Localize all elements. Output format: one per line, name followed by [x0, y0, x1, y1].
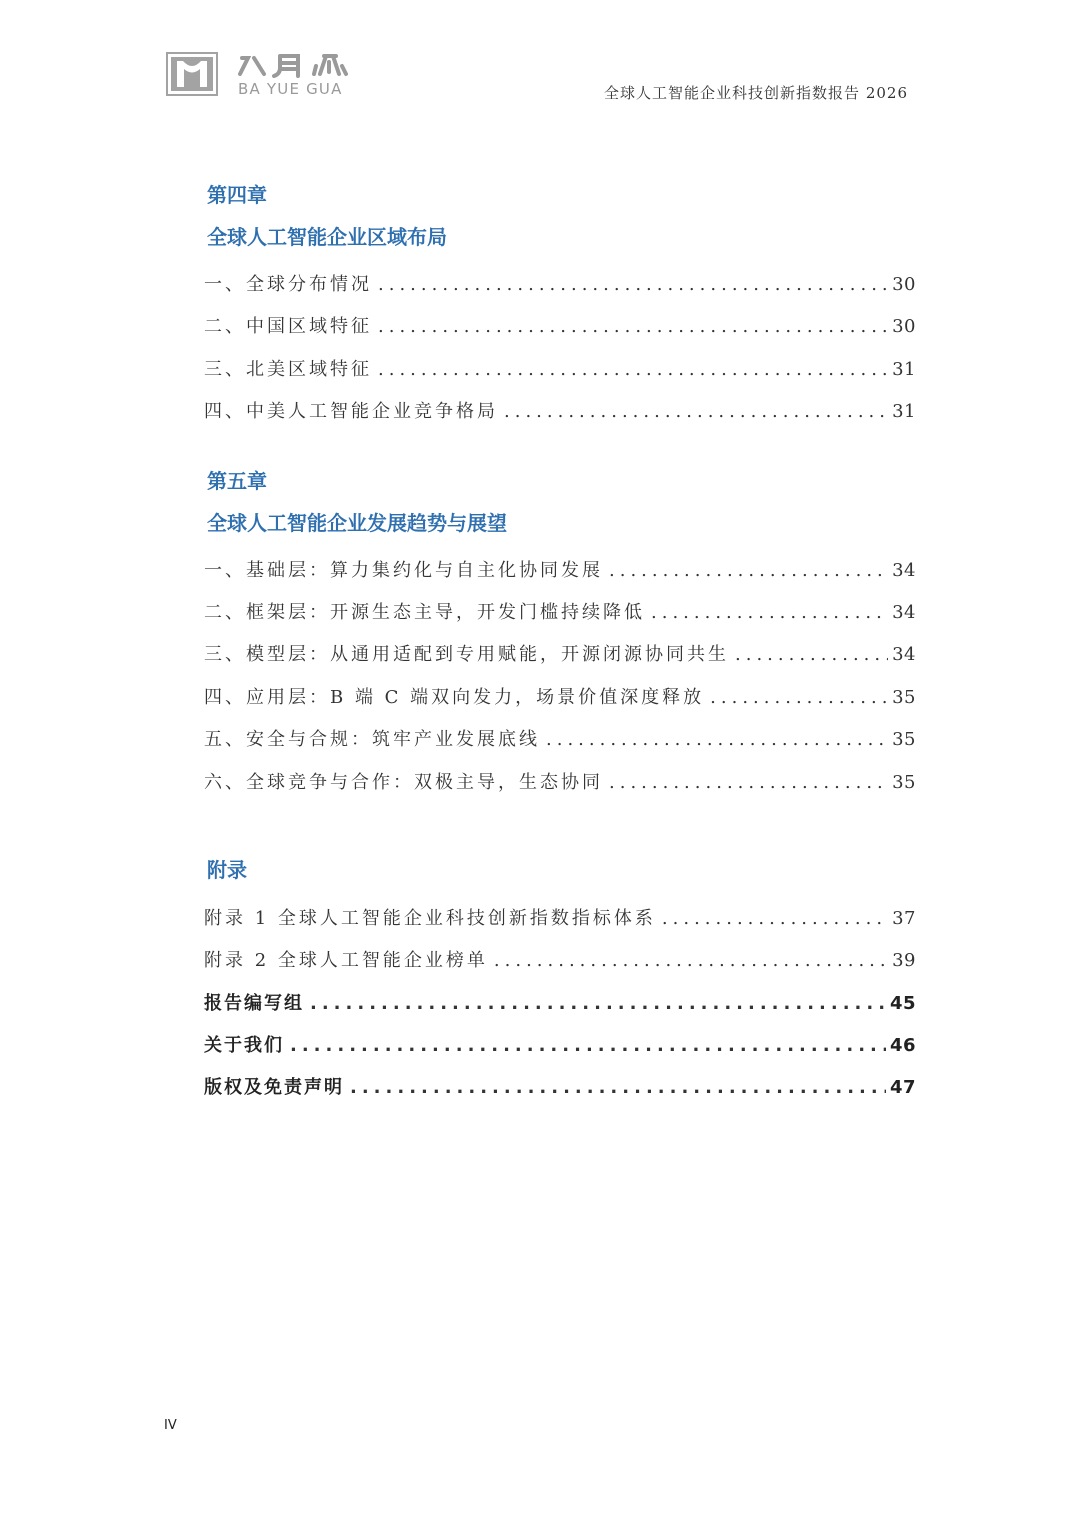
toc-entry-label: 六、全球竞争与合作：双极主导，生态协同 — [204, 771, 603, 793]
logo-english-wordmark: BA YUE GUA — [238, 80, 343, 98]
toc-entry[interactable] — [204, 550, 916, 592]
toc-entry-label: 版权及免责声明 — [204, 1077, 344, 1099]
toc-entry-label: 报告编写组 — [204, 992, 304, 1014]
toc-entry-page: 37 — [892, 907, 916, 929]
toc-entry-label: 二、中国区域特征 — [204, 316, 372, 338]
toc-entry-label: 附录 1 全球人工智能企业科技创新指数指标体系 — [204, 907, 656, 929]
toc-entry-label: 三、模型层：从通用适配到专用赋能，开源闭源协同共生 — [204, 644, 729, 666]
toc-entry[interactable] — [204, 592, 916, 634]
dot-leader — [494, 940, 888, 982]
chapter-5-title: 全球人工智能企业发展趋势与展望 — [207, 510, 507, 535]
dot-leader — [378, 264, 888, 306]
toc-entry[interactable] — [204, 762, 916, 804]
toc-entry[interactable] — [204, 349, 916, 391]
toc-entry-page: 34 — [892, 644, 916, 666]
toc-entry[interactable] — [204, 719, 916, 761]
chapter-4-title: 全球人工智能企业区域布局 — [207, 225, 447, 249]
toc-entry-label: 二、框架层：开源生态主导，开发门槛持续降低 — [204, 601, 645, 623]
toc-entry-bold[interactable] — [204, 983, 916, 1025]
dot-leader — [546, 719, 888, 761]
toc-entry-page: 31 — [892, 358, 916, 380]
toc-entry-page: 30 — [892, 274, 916, 295]
dot-leader — [651, 592, 888, 634]
toc-entry[interactable] — [204, 264, 916, 306]
toc-entry[interactable] — [204, 634, 916, 676]
toc-entry[interactable] — [204, 898, 916, 940]
toc-entry-bold[interactable] — [204, 1067, 916, 1109]
page-number: IV — [164, 1418, 177, 1433]
table-of-contents — [204, 178, 916, 1110]
toc-entry-page: 34 — [892, 601, 916, 623]
toc-entry-page: 46 — [889, 1035, 916, 1057]
logo-chinese-wordmark — [236, 52, 356, 78]
toc-entry-page: 47 — [889, 1077, 916, 1099]
toc-entry-page: 31 — [892, 401, 916, 423]
toc-entry[interactable] — [204, 677, 916, 719]
spacer — [204, 434, 916, 464]
toc-entry-page: 34 — [892, 559, 916, 581]
report-title: 全球人工智能企业科技创新指数报告 2026 — [604, 84, 908, 102]
appendix-heading: 附录 — [207, 857, 247, 882]
dot-leader — [504, 391, 888, 433]
toc-entry-bold[interactable] — [204, 1025, 916, 1067]
page-header — [0, 0, 1080, 120]
toc-entry-page: 30 — [892, 316, 916, 338]
dot-leader — [735, 634, 888, 676]
dot-leader — [290, 1025, 886, 1067]
toc-entry-page: 45 — [889, 992, 916, 1014]
toc-entry-page: 39 — [892, 950, 916, 972]
dot-leader — [662, 898, 888, 940]
toc-entry-page: 35 — [892, 729, 916, 751]
toc-entry-label: 四、中美人工智能企业竞争格局 — [204, 401, 498, 423]
chapter-4-number: 第四章 — [207, 183, 267, 207]
bayuegua-logo-icon — [166, 52, 218, 96]
dot-leader — [609, 550, 888, 592]
toc-entry-label: 五、安全与合规：筑牢产业发展底线 — [204, 729, 540, 751]
dot-leader — [378, 306, 888, 348]
dot-leader — [710, 677, 888, 719]
spacer — [204, 804, 916, 848]
toc-entry-page: 35 — [892, 771, 916, 793]
toc-entry[interactable] — [204, 306, 916, 348]
toc-entry-page: 35 — [892, 686, 916, 708]
toc-entry-label: 三、北美区域特征 — [204, 358, 372, 380]
toc-entry-label: 一、全球分布情况 — [204, 274, 372, 295]
dot-leader — [310, 983, 886, 1025]
toc-entry[interactable] — [204, 391, 916, 433]
toc-entry-label: 四、应用层：B 端 C 端双向发力，场景价值深度释放 — [204, 686, 705, 708]
dot-leader — [350, 1067, 886, 1109]
toc-entry-label: 一、基础层：算力集约化与自主化协同发展 — [204, 559, 603, 581]
toc-entry[interactable] — [204, 940, 916, 982]
toc-entry-label: 关于我们 — [204, 1035, 284, 1057]
chapter-5-number: 第五章 — [207, 468, 267, 493]
dot-leader — [378, 349, 888, 391]
toc-entry-label: 附录 2 全球人工智能企业榜单 — [204, 950, 488, 972]
dot-leader — [609, 762, 888, 804]
